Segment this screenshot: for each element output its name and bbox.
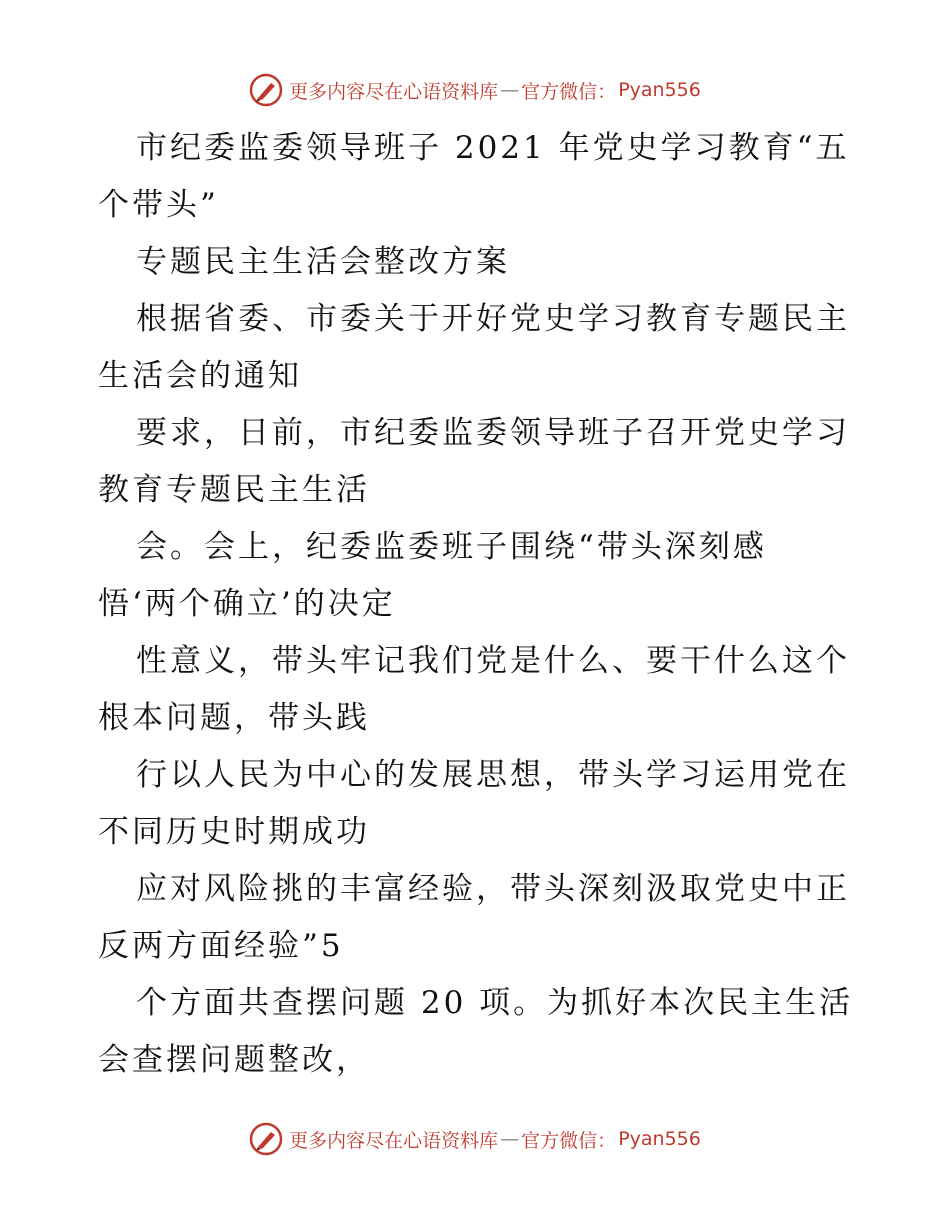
text-line: 教育专题民主生活 [98, 472, 370, 508]
text-line: 根据省委、市委关于开好党史学习教育专题民主 [136, 301, 850, 337]
text-line: 生活会的通知 [98, 358, 302, 394]
text-line: 不同历史时期成功 [98, 814, 370, 850]
text-line: 应对风险挑的丰富经验，带头深刻汲取党史中正 [136, 871, 850, 907]
text-line: 要求，日前，市纪委监委领导班子召开党史学习 [136, 415, 850, 451]
text-line: 个带头” [98, 187, 219, 223]
footer-banner [0, 1119, 950, 1159]
text-line: 会查摆问题整改， [98, 1042, 370, 1078]
header-banner [0, 70, 950, 110]
text-line: 行以人民为中心的发展思想，带头学习运用党在 [136, 757, 850, 793]
banner-dash: — [500, 79, 520, 101]
pen-logo-icon [249, 73, 283, 107]
pen-logo-icon [249, 1122, 283, 1156]
banner-title: 更多内容尽在心语资料库 [289, 80, 499, 103]
banner-title: 更多内容尽在心语资料库 [289, 1129, 499, 1152]
document-body [98, 120, 858, 1089]
text-line: 反两方面经验”5 [98, 928, 344, 964]
text-line: 个方面共查摆问题 20 项。为抓好本次民主生活 [136, 985, 854, 1021]
banner-dash: — [500, 1128, 520, 1150]
text-line: 专题民主生活会整改方案 [136, 244, 510, 280]
text-line: 会。会上，纪委监委班子围绕“带头深刻感 [136, 529, 767, 565]
banner-wechat-label: 官方微信： [521, 80, 617, 103]
banner-wechat-id: Pyan556 [618, 1128, 701, 1150]
text-line: 性意义，带头牢记我们党是什么、要干什么这个 [136, 643, 850, 679]
banner-wechat-id: Pyan556 [618, 79, 701, 101]
text-line: 悟‘两个确立’的决定 [98, 586, 396, 622]
banner-wechat-label: 官方微信： [521, 1129, 617, 1152]
text-line: 市纪委监委领导班子 2021 年党史学习教育“五 [136, 130, 850, 166]
text-line: 根本问题，带头践 [98, 700, 370, 736]
